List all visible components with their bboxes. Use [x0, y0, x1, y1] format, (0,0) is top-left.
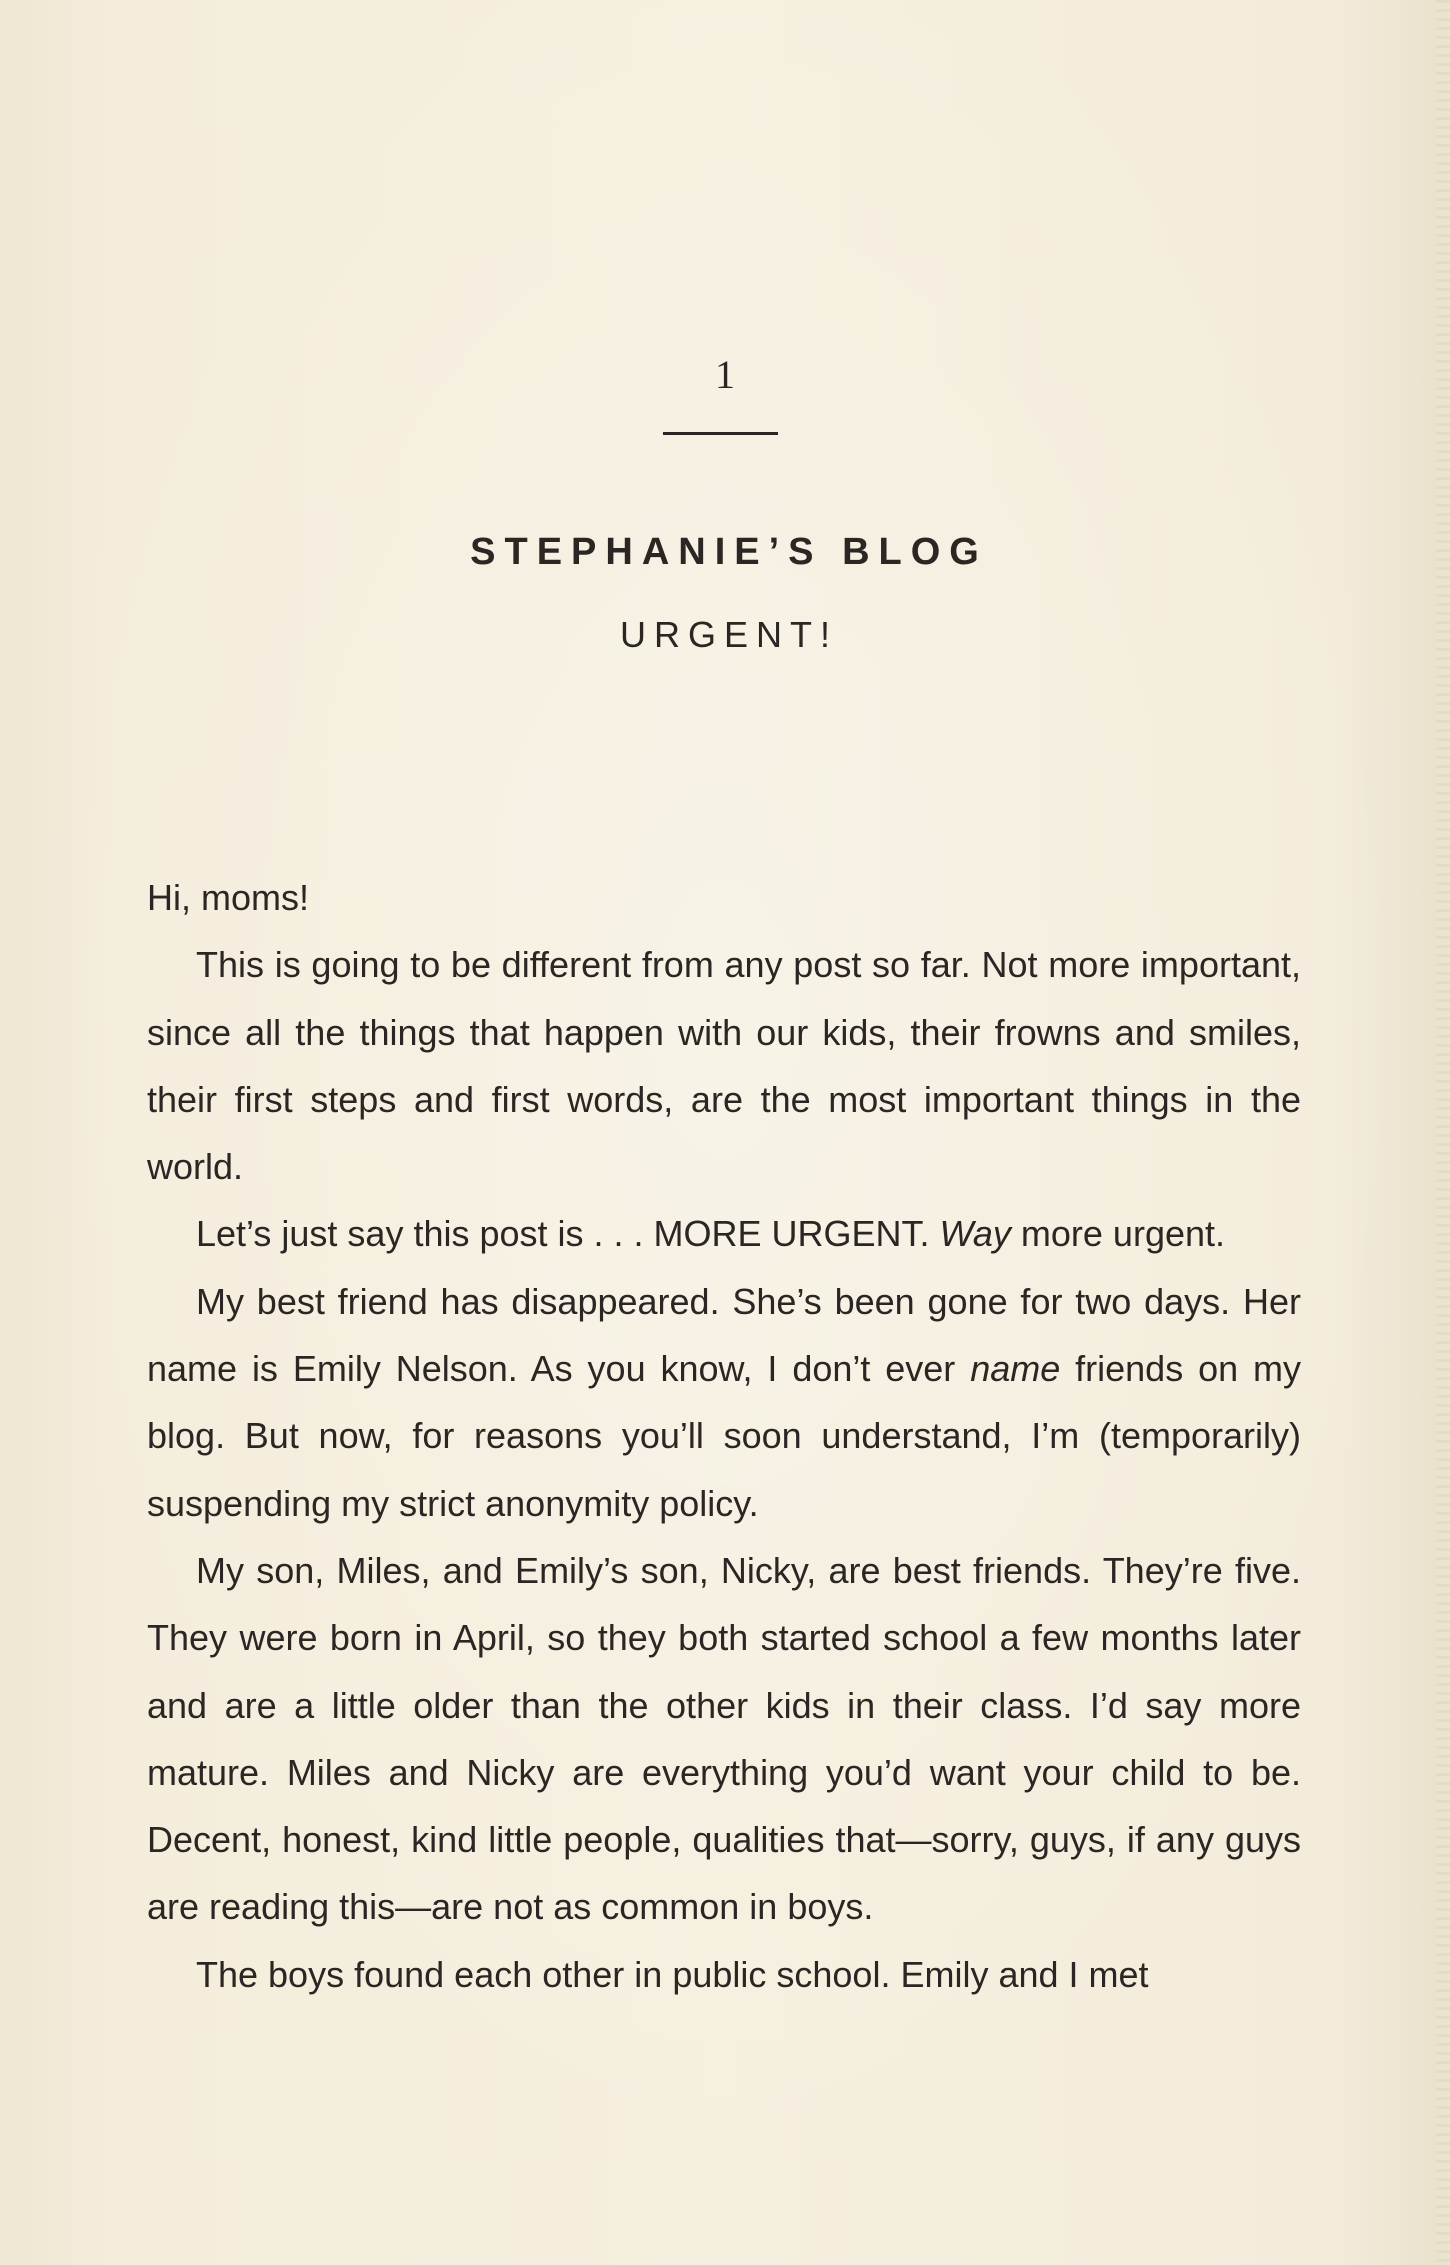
paragraph-3-text-b: friends on my blog. But now, for reasons you’ll soon understand, I’m (temporarily) suspending my strict anonymity policy.: [147, 1348, 1301, 1524]
paragraph-5: The boys found each other in public school. Emily and I met: [196, 1953, 1149, 1995]
paragraph-2: [147, 1200, 1301, 1267]
greeting-paragraph: Hi, moms!: [147, 877, 309, 918]
paragraph-3-text-a: My best friend has disappeared. She’s been gone for two days. Her name is Emily Nelson. As you know, I don’t ever: [147, 1280, 1301, 1390]
paragraph-2-text-b: more urgent.: [1010, 1213, 1226, 1255]
paragraph-2-text-a: Let’s just say this post is . . . MORE URGENT.: [196, 1213, 940, 1255]
paragraph-3-emphasis: name: [970, 1348, 1061, 1390]
chapter-rule: [663, 432, 778, 435]
page-edge: [1436, 0, 1450, 2265]
paragraph-2-emphasis: Way: [939, 1213, 1011, 1255]
chapter-number: 1: [715, 352, 735, 397]
paragraph-1: This is going to be different from any post so far. Not more important, since all the things that happen with our kids, their frowns and smiles, their first steps and first words, are the most important things in the world.: [147, 944, 1301, 1188]
chapter-title: STEPHANIE’S BLOG: [470, 531, 988, 573]
paragraph-3: [147, 1268, 1301, 1537]
paragraph-4: My son, Miles, and Emily’s son, Nicky, are best friends. They’re five. They were born in April, so they both started school a few months later and are a little older than the other kids in their class. I’d say more mature. Miles and Nicky are everything you’d want your child to be. Decent, honest, kind little people, qualities that—sorry, guys, if any guys are reading this—are not as common in boys.: [147, 1549, 1301, 1928]
chapter-subtitle: URGENT!: [620, 614, 838, 655]
body-text: [147, 864, 1301, 2008]
